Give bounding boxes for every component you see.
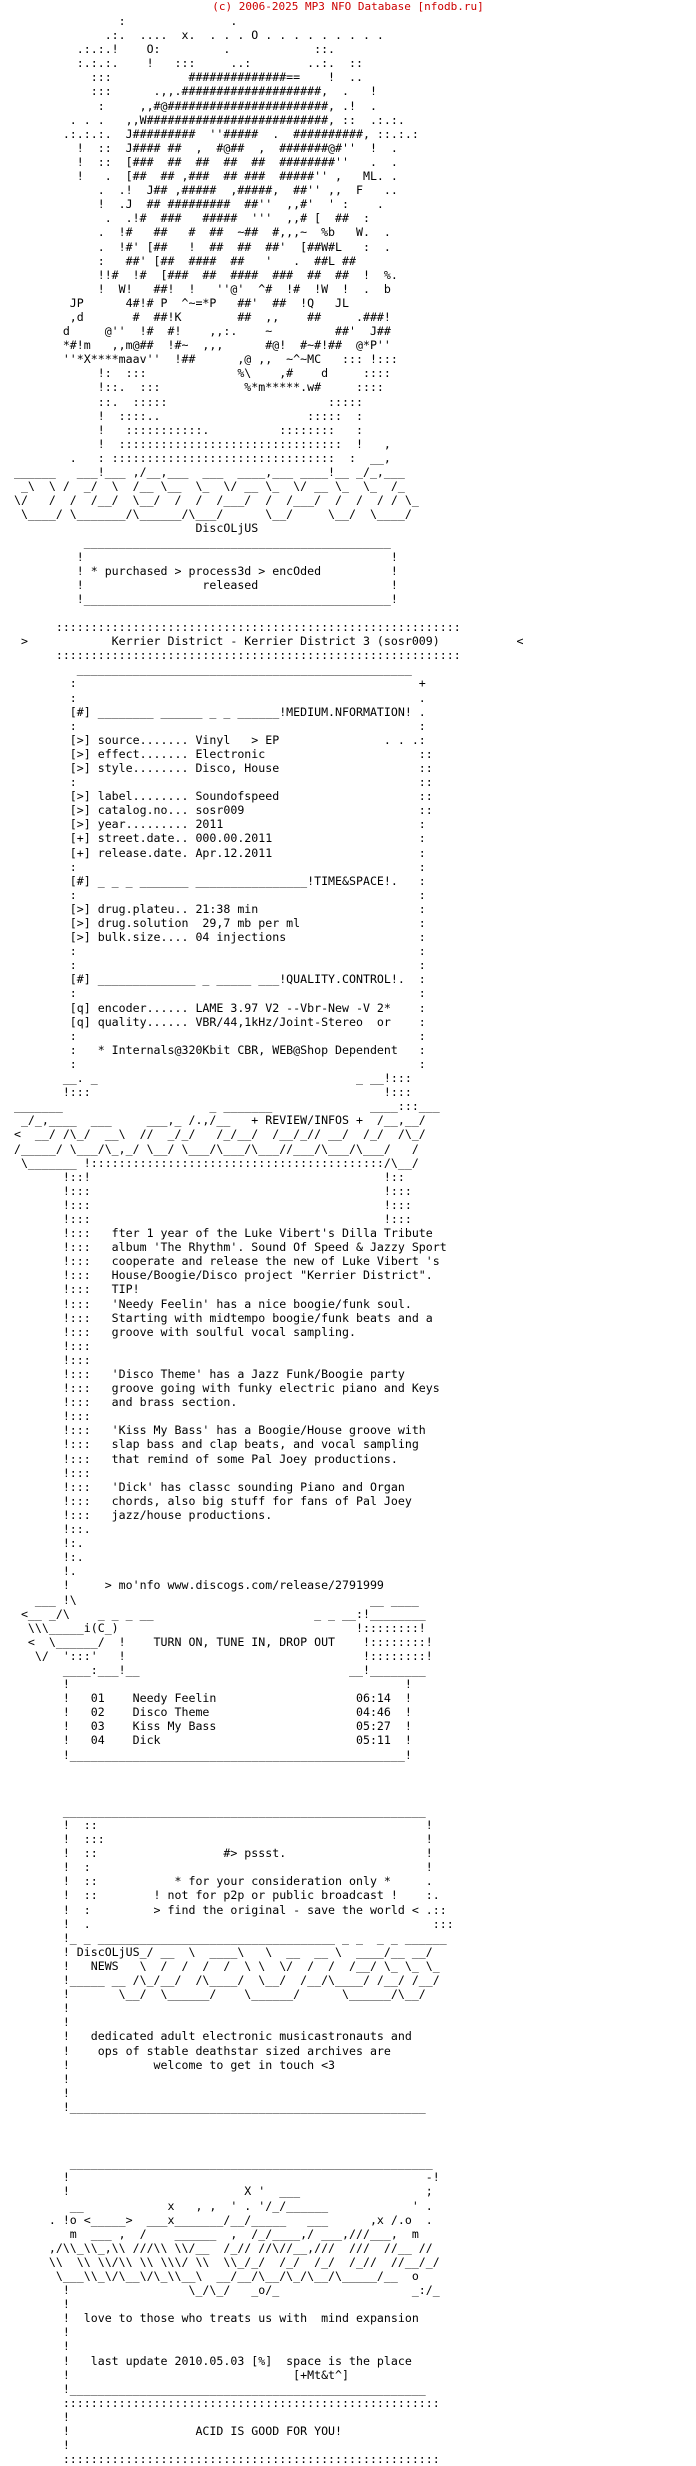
page-header: (c) 2006-2025 MP3 NFO Database [nfodb.ru] — [212, 0, 484, 13]
nfo-text: : . .:. .... x. . . . O . . . . . . . . . .:.:.! O: . ::. :.:.:. ! ::: ..: ..:. :: ::: ##############== ! .. ::: .,,.####################, . ! : ,,#@#######################, .! . . . . ,,W##########################, :: .:.:. .:.:.:. J######### ''##### . ##########, ::.:.: ! :: J#### ## , #@## , #######@#'' ! . ! :: [### ## ## ## ## ########'' . . ! . [## ## ,### ## ### #####'' , ML. . . .! J## ,##### ,#####, ##'' ,, F .. ! .J ## ######### ##'' ,,#' ' : . . .!# ### ##### ''' ,,# [ ## : . !# ## # ## ~## #,,,~ %b W. . . !#' [## ! ## ## ##' [##W#L : . : ##' [## #### ## ' . ##L ## !!# !# [### ## #### ### ## ## ! %. ! W! ##! ! ''@' ^# !# !W ! . b JP 4#!# P ^~=*P ##' ## !Q JL ,d # ##!K ## ,, ## .###! d @'' !# #! ,,:. ~ ##' J## *#!m ,,m@## !#~ ,,, #@! #~#!## @*P'' ''*X****maav'' !## ,@ ,, ~^~MC ::: !::: !: ::: %\ ,# d :::: !::. ::: %*m*****.w# :::: ::. ::::: ::::: ! ::::.. ::::: : ! :::::::::::. :::::::: : ! :::::::::::::::::::::::::::::::: ! , . : :::::::::::::::::::::::::::::::: : __, ______ ___!___ ,/__,___ ___ ____,___ ____!__ _/_,___ _\ \ / _/ \ /__ \__ \_ \/ __ \_ \/ __ \_ \_ /_ \/ / / /__/ \__/ / / /___/ / /___/ / / / / \_ \____/ \_______/\______/\___/ \__/ \__/ \____/ DiscOLjUS ____________________________________________ ! ! ! * purchased > process3d > encOded ! ! released ! !____________________________________________! :::::::::::::::::::::::::::::::::::::::::::::::::::::::::: > Kerrier District - Kerrier District 3 (sosr009) < :::::::::::::::::::::::::::::::::::::::::::::::::::::::::: ________________________________________________ : + : . [#] ________ ______ _ _ ______!MEDIUM.NFORMATION! . : : [>] source....... Vinyl > EP . . .: [>] effect....... Electronic :: [>] style........ Disco, House :: : :: [>] label........ Soundofspeed :: [>] catalog.no... sosr009 :: [>] year......... 2011 : [+] street.date.. 000.00.2011 : [+] release.date. Apr.12.2011 : : : [#] _ _ _ _______ ________________!TIME&SPACE!. : : : [>] drug.plateu.. 21:38 min : [>] drug.solution 29,7 mb per ml : [>] bulk.size.... 04 injections : : : : : [#] ______________ _ _____ ___!QUALITY.CONTROL!. : : : [q] encoder...... LAME 3.97 V2 --Vbr-New -V 2* : [q] quality...... VBR/44,1kHz/Joint-Stereo or : : : : * Internals@320Kbit CBR, WEB@Shop Dependent : : : __. _ _ __!::: !::: !::: _______ _ _______ ____:::___ _/_,____ ___ ___,_ /.,/__ + REVIEW/INFOS + /__,__/ < __/ /\_/ __\ // _/_/ /_/__/ /__/_// __/ /_/ /\_/ /_____/ \___/\_,_/ \__/ \___/\___/\___//___/\___/\___/ / \_______ !::::::::::::::::::::::::::::::::::::::::::/\__/ !::! !:: !::: !::: !::: !::: !::: !::: !::: fter 1 year of the Luke Vibert's Dilla Tribute !::: album 'The Rhythm'. Sound Of Speed & Jazzy Sport !::: cooperate and release the new of Luke Vibert 's !::: House/Boogie/Disco project "Kerrier District". !::: TIP! !::: 'Needy Feelin' has a nice boogie/funk soul. !::: Starting with midtempo boogie/funk beats and a !::: groove with soulful vocal sampling. !::: !::: !::: 'Disco Theme' has a Jazz Funk/Boogie party !::: groove going with funky electric piano and Keys !::: and brass section. !::: !::: 'Kiss My Bass' has a Boogie/House groove with !::: slap bass and clap beats, and vocal sampling !::: that remind of some Pal Joey productions. !::: !::: 'Dick' has classc sounding Piano and Organ !::: chords, also big stuff for fans of Pal Joey !::: jazz/house productions. !::. !:. !:. !. ! > mo'nfo www.discogs.com/release/2791999 ___ !\ __ ____ <__ _/\ _ _ _ __ _ _ __:!________ \\\_____i(C_) !::::::::! < \______/ ! TURN ON, TUNE IN, DROP OUT !::::::::! \/ ':::' ! !::::::::! ____:___!__ __!________ ! ! ! 01 Needy Feelin 06:14 ! ! 02 Disco Theme 04:46 ! ! 03 Kiss My Bass 05:27 ! ! 04 Dick 05:11 ! !________________________________________________! ____________________________________________________ ! :: ! ! ::: ! ! :: #> pssst. ! ! : ! ! :: * for your consideration only * . ! :: ! not for p2p or public broadcast ! :. ! : > find the original - save the world < .:: ! . ::: !_ _ __________________________________ _ _ _ _ ______ ! DiscOLjUS_/ __ \ ____\ \ __ __ \ ____/__ __/ ! NEWS \ / / / / \ \ \/ / / /__/ \_ \_ \_ !_____ __ /\_/__/ /\____/ \__/ /__/\____/ /__/ /__/ ! \__/ \______/ \______/ \______/\__/ ! ! ! dedicated adult electronic musicastronauts and ! ops of stable deathstar sized archives are ! welcome to get in touch <3 ! ! !___________________________________________________ ____________________________________________________ ! -! ! X ' ___ ; __ x , , ' . '/_/______ ' . . !o <_____> ___x_______/__/_____ ___ ,x /.o . m ___ , / ______ , /_/____,/ ___,///___, m ,/\\_\\_,\\ ///\\ \\/__ /_// //\//__,/// /// //__ // \\ \\ \\/\\ \\ \\\/ \\ \\_/_/ /_/ /_/ /_// //__/_/ \___\\_\/\__\/\_\\__\ __/__/\__/\_/\__/\_____/__ o ! \_/\_/ _o/_ _:/_ ! ! love to those who treats us with mind expansion ! ! ! last update 2010.05.03 [%] space is the place ! [+Mt&t^] !___________________________________________________ :::::::::::::::::::::::::::::::::::::::::::::::::::::: ! ! ACID IS GOOD FOR YOU! ! :::::::::::::::::::::::::::::::::::::::::::::::::::::: — [13, 14, 524, 2466]
